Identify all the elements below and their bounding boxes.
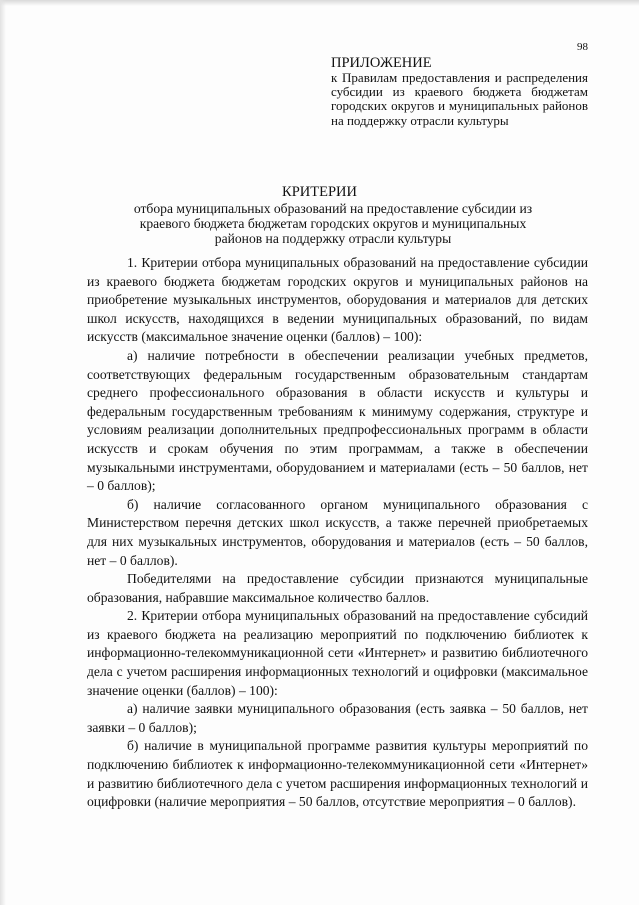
paragraph-criteria-1: 1. Критерии отбора муниципальных образований на предоставление субсидии из краевого бюджета бюджетам городских округов и муниципальных районов на приобретение музыкальных инструментов, оборудования и материалов для детских школ искусств, находящихся в ведении муниципальных образований, по видам искусств (максимальное значение оценки (баллов) – 100): bbox=[87, 255, 588, 345]
paragraph-criteria-1b: б) наличие согласованного органом муниципального образования с Министерством перечня детских школ искусств, а также перечней приобретаемых для них музыкальных инструментов, оборудования и материалов (есть – 50 баллов, нет – 0 баллов). bbox=[87, 496, 588, 568]
document-subtitle: отбора муниципальных образований на предоставление субсидии из краевого бюджета бюджетам городских округов и муниципальных районов на поддержку отрасли культуры bbox=[133, 201, 533, 246]
appendix-title: ПРИЛОЖЕНИЕ bbox=[331, 55, 432, 71]
paragraph-criteria-1a: а) наличие потребности в обеспечении реализации учебных предметов, соответствующих федеральным государственным образовательным стандартам среднего профессионального образования в области искусств и культуры и федеральным государственным требованиям к минимуму содержания, структуре и условиям реализации дополнительных предпрофессиональных программ в области искусств и срокам обучения по этим программам, а также в обеспечении музыкальными инструментами, оборудованием и материалами (есть – 50 баллов, нет – 0 баллов); bbox=[87, 347, 588, 494]
paragraph-winners: Победителями на предоставление субсидии признаются муниципальные образования, набравшие максимальное количество баллов. bbox=[87, 571, 588, 605]
paragraph-criteria-2: 2. Критерии отбора муниципальных образований на предоставление субсидий из краевого бюджета на реализацию мероприятий по подключению библиотек к информационно-телекоммуникационной сети «Интернет» и развитию библиотечного дела с учетом расширения информационных технологий и оцифровки (максимальное значение оценки (баллов) – 100): bbox=[87, 608, 588, 698]
document-body bbox=[87, 254, 588, 812]
appendix-text: к Правилам предоставления и распределения субсидии из краевого бюджета бюджетам городских округов и муниципальных районов на поддержку отрасли культуры bbox=[331, 70, 588, 128]
paragraph-criteria-2a: а) наличие заявки муниципального образования (есть заявка – 50 баллов, нет заявки – 0 баллов); bbox=[87, 701, 588, 735]
scan-top-edge bbox=[0, 0, 639, 6]
scan-left-edge bbox=[0, 0, 6, 905]
document-title: КРИТЕРИИ bbox=[282, 184, 357, 200]
appendix-block bbox=[331, 55, 588, 128]
paragraph-criteria-2b: б) наличие в муниципальной программе развития культуры мероприятий по подключению библиотек к информационно-телекоммуникационной сети «Интернет» и развитию библиотечного дела с учетом расширения информационных технологий и оцифровки (наличие мероприятия – 50 баллов, отсутствие мероприятия – 0 баллов). bbox=[87, 738, 588, 810]
page-number: 98 bbox=[577, 41, 588, 53]
